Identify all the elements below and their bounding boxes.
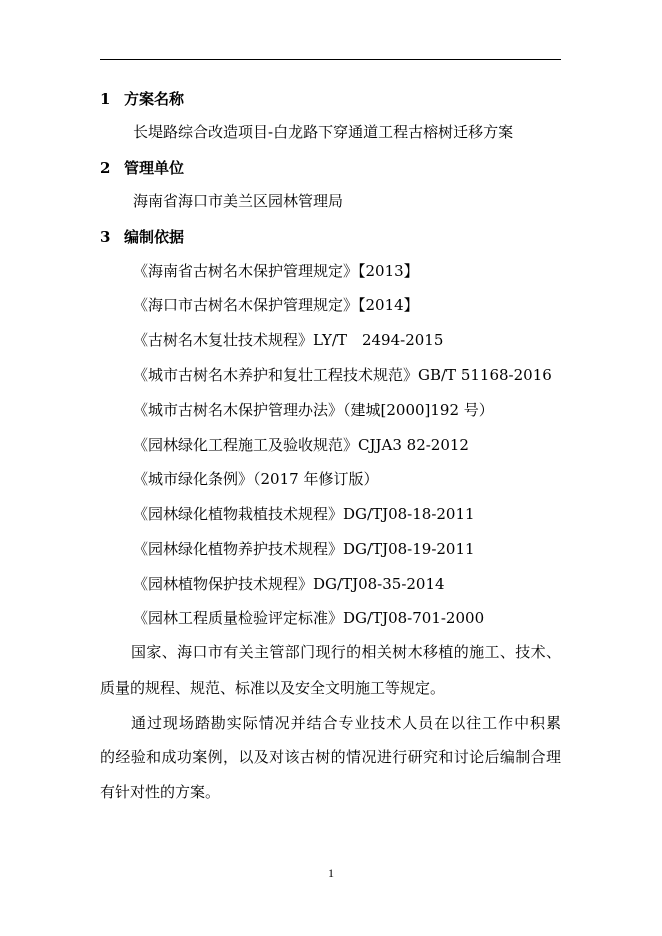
section-number: 2 bbox=[100, 159, 111, 177]
section-heading-3 bbox=[100, 227, 184, 247]
section-number: 1 bbox=[100, 90, 111, 108]
reference-item: 《城市古树名木养护和复壮工程技术规范》GB/T 51168-2016 bbox=[133, 366, 552, 384]
reference-item: 《城市古树名木保护管理办法》（建城[2000]192 号） bbox=[133, 401, 494, 419]
project-name-text: 长堤路综合改造项目-白龙路下穿通道工程古榕树迁移方案 bbox=[133, 123, 514, 141]
reference-item: 《海口市古树名木保护管理规定》【2014】 bbox=[133, 296, 419, 314]
reference-item: 《园林植物保护技术规程》DG/TJ08-35-2014 bbox=[133, 575, 445, 593]
section-heading-2 bbox=[100, 158, 184, 178]
reference-item: 《园林绿化工程施工及验收规范》CJJA3 82-2012 bbox=[133, 436, 469, 454]
reference-item: 《园林工程质量检验评定标准》DG/TJ08-701-2000 bbox=[133, 609, 485, 627]
reference-item: 《古树名木复壮技术规程》LY/T 2494-2015 bbox=[133, 331, 444, 349]
section-title: 管理单位 bbox=[124, 159, 185, 177]
section-title: 方案名称 bbox=[124, 90, 185, 108]
section-title: 编制依据 bbox=[124, 228, 185, 246]
reference-item: 《城市绿化条例》（2017 年修订版） bbox=[133, 470, 379, 488]
body-paragraph-line: 通过现场踏勘实际情况并结合专业技术人员在以往工作中积累 bbox=[131, 714, 561, 732]
reference-item: 《园林绿化植物栽植技术规程》DG/TJ08-18-2011 bbox=[133, 505, 475, 523]
body-paragraph-line: 质量的规程、规范、标准以及安全文明施工等规定。 bbox=[100, 679, 446, 697]
reference-item: 《海南省古树名木保护管理规定》【2013】 bbox=[133, 262, 419, 280]
body-paragraph-line: 的经验和成功案例，以及对该古树的情况进行研究和讨论后编制合理 bbox=[100, 748, 561, 766]
body-paragraph-line: 国家、海口市有关主管部门现行的相关树木移植的施工、技术、 bbox=[131, 643, 561, 661]
header-rule bbox=[100, 59, 561, 60]
reference-item: 《园林绿化植物养护技术规程》DG/TJ08-19-2011 bbox=[133, 540, 475, 558]
page-number: 1 bbox=[328, 866, 334, 880]
management-unit-text: 海南省海口市美兰区园林管理局 bbox=[133, 192, 344, 210]
section-number: 3 bbox=[100, 228, 111, 246]
section-heading-1 bbox=[100, 89, 184, 109]
body-paragraph-line: 有针对性的方案。 bbox=[100, 783, 221, 801]
